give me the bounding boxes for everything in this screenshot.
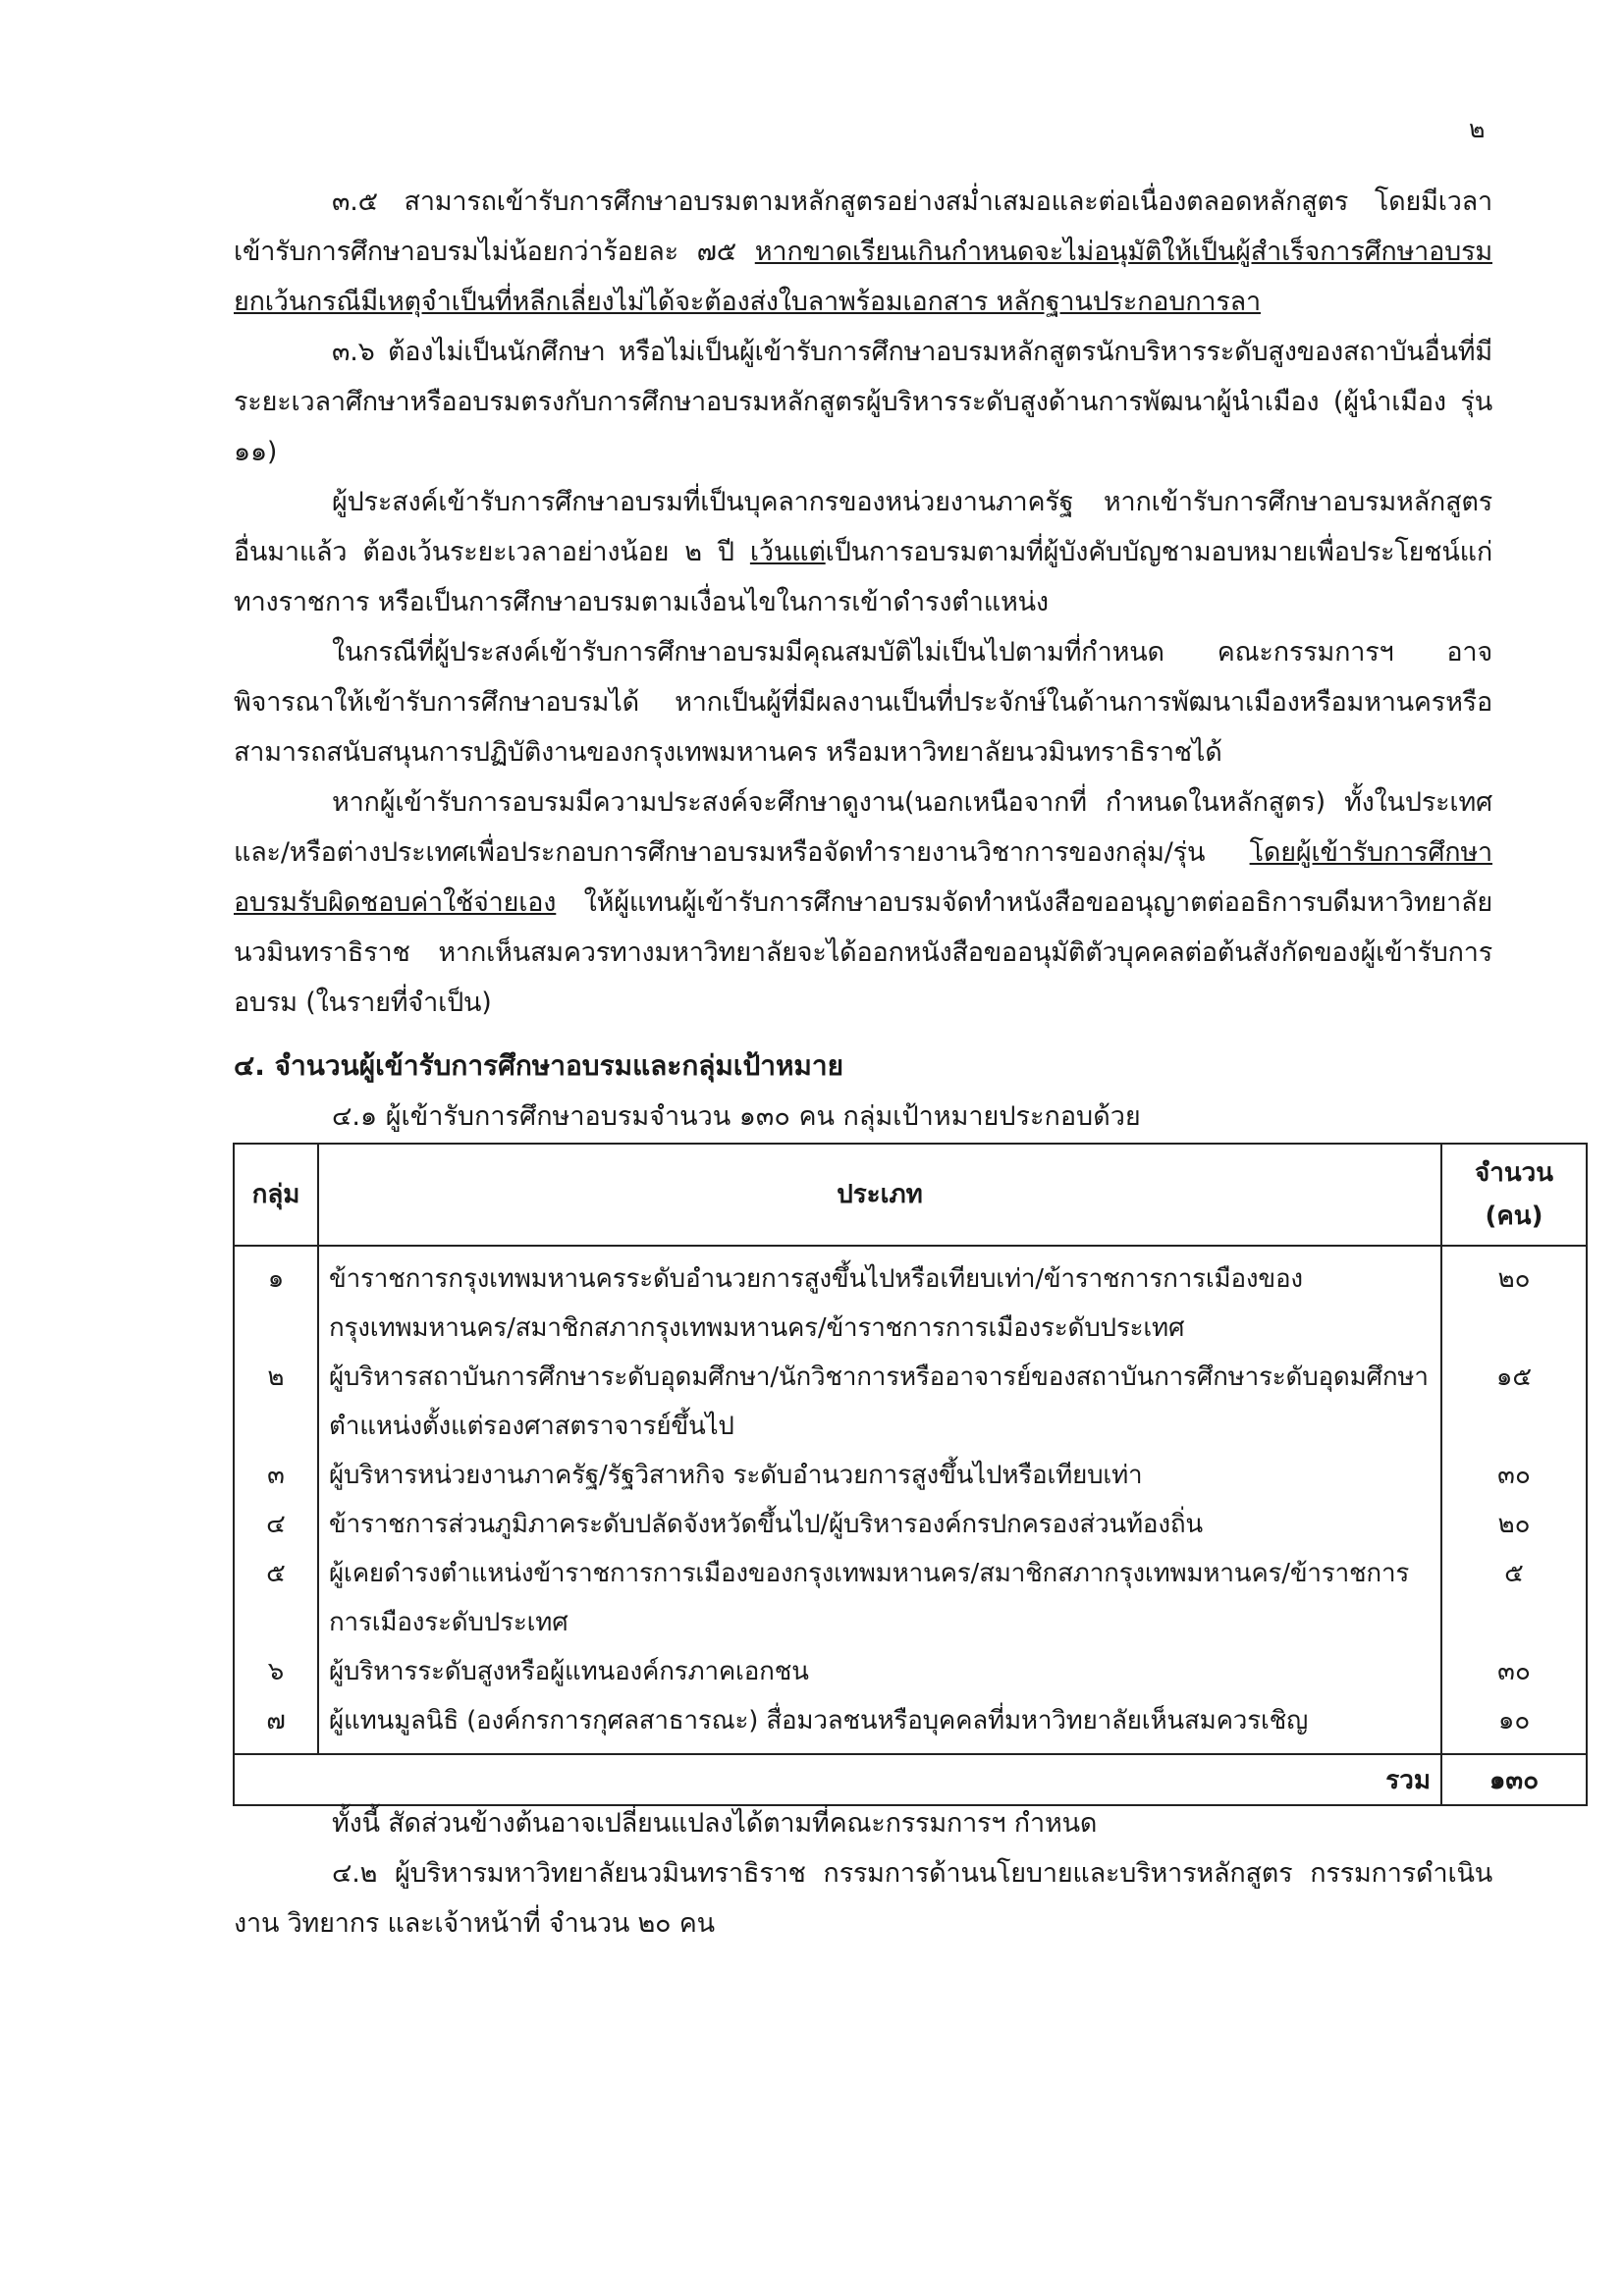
header-type: ประเภท — [318, 1144, 1441, 1246]
row-group-number: ๑ — [234, 1246, 318, 1353]
paragraph-qualification-exception: ในกรณีที่ผู้ประสงค์เข้ารับการศึกษาอบรมมีคุณสมบัติไม่เป็นไปตามที่กำหนด คณะกรรมการฯ อาจพิจารณาให้เข้ารับการศึกษาอบรมได้ หากเป็นผู้ที่มีผลงานเป็นที่ประจักษ์ในด้านการพัฒนาเมืองหรือมหานครหรือสามารถสนับสนุนการปฏิบัติงานของกรุงเทพมหานคร หรือมหาวิทยาลัยนวมินทราธิราชได้ — [234, 637, 1492, 768]
underlined-attendance-condition: หากขาดเรียนเกินกำหนดจะไม่อนุมัติให้เป็นผู้สำเร็จการศึกษาอบรม ยกเว้นกรณีมีเหตุจำเป็นที่หลีกเลี่ยงไม่ได้จะต้องส่งใบลาพร้อมเอกสาร หลักฐานประกอบการลา — [234, 237, 1492, 317]
paragraph-3-6: ๓.๖ ต้องไม่เป็นนักศึกษา หรือไม่เป็นผู้เข้ารับการศึกษาอบรมหลักสูตรนักบริหารระดับสูงของสถาบันอื่นที่มีระยะเวลาศึกษาหรืออบรมตรงกับการศึกษาอบรมหลักสูตรผู้บริหารระดับสูงด้านการพัฒนาผู้นำเมือง (ผู้นำเมือง รุ่น ๑๑) — [234, 337, 1492, 467]
underlined-self-funded: โดยผู้เข้ารับการศึกษาอบรมรับผิดชอบค่าใช้จ่ายเอง — [234, 837, 1492, 918]
row-count: ๑๐ — [1441, 1696, 1587, 1754]
row-count: ๕ — [1441, 1549, 1587, 1647]
paragraph-3-5: ๓.๕ สามารถเข้ารับการศึกษาอบรมตามหลักสูตรอย่างสม่ำเสมอและต่อเนื่องตลอดหลักสูตร โดยมีเวลาเข้ารับการศึกษาอบรมไม่น้อยกว่าร้อยละ ๗๕ หากขาดเรียนเกินกำหนดจะไม่อนุมัติให้เป็นผู้สำเร็จการศึกษาอบรม ยกเว้นกรณีมีเหตุจำเป็นที่หลีกเลี่ยงไม่ได้จะต้องส่งใบลาพร้อมเอกสาร หลักฐานประกอบการลา — [234, 187, 1492, 317]
subsection-4-1: ๔.๑ ผู้เข้ารับการศึกษาอบรมจำนวน ๑๓๐ คน กลุ่มเป้าหมายประกอบด้วย — [332, 1101, 1141, 1132]
row-group-number: ๓ — [234, 1451, 318, 1500]
row-count: ๒๐ — [1441, 1246, 1587, 1353]
ratio-note: ทั้งนี้ สัดส่วนข้างต้นอาจเปลี่ยนแปลงได้ตามที่คณะกรรมการฯ กำหนด — [332, 1808, 1098, 1839]
row-count: ๒๐ — [1441, 1500, 1587, 1549]
row-count: ๑๕ — [1441, 1353, 1587, 1451]
table-row — [234, 1353, 1587, 1451]
row-type: ข้าราชการส่วนภูมิภาคระดับปลัดจังหวัดขึ้นไป/ผู้บริหารองค์กรปกครองส่วนท้องถิ่น — [318, 1500, 1441, 1549]
row-type: ผู้บริหารระดับสูงหรือผู้แทนองค์กรภาคเอกชน — [318, 1647, 1441, 1696]
table-row — [234, 1647, 1587, 1696]
table-row — [234, 1246, 1587, 1353]
header-count: จำนวน (คน) — [1441, 1144, 1587, 1246]
row-type: ผู้แทนมูลนิธิ (องค์กรการกุศลสาธารณะ) สื่อมวลชนหรือบุคคลที่มหาวิทยาลัยเห็นสมควรเชิญ — [318, 1696, 1441, 1754]
table-row — [234, 1549, 1587, 1647]
underlined-except: เว้นแต่ — [749, 537, 826, 567]
table-row — [234, 1500, 1587, 1549]
table-header-row — [234, 1144, 1587, 1246]
paragraph-government-personnel: ผู้ประสงค์เข้ารับการศึกษาอบรมที่เป็นบุคลากรของหน่วยงานภาครัฐ หากเข้ารับการศึกษาอบรมหลักสูตรอื่นมาแล้ว ต้องเว้นระยะเวลาอย่างน้อย ๒ ปี เว้นแต่เป็นการอบรมตามที่ผู้บังคับบัญชามอบหมายเพื่อประโยชน์แก่ทางราชการ หรือเป็นการศึกษาอบรมตามเงื่อนไขในการเข้าดำรงตำแหน่ง — [234, 487, 1492, 617]
row-type: ผู้บริหารสถาบันการศึกษาระดับอุดมศึกษา/นักวิชาการหรืออาจารย์ของสถาบันการศึกษาระดับอุดมศึกษาตำแหน่งตั้งแต่รองศาสตราจารย์ขึ้นไป — [318, 1353, 1441, 1451]
page-number: ๒ — [1469, 115, 1486, 143]
row-group-number: ๗ — [234, 1696, 318, 1754]
total-value: ๑๓๐ — [1441, 1754, 1587, 1805]
row-type: ผู้บริหารหน่วยงานภาครัฐ/รัฐวิสาหกิจ ระดับอำนวยการสูงขึ้นไปหรือเทียบเท่า — [318, 1451, 1441, 1500]
table-row — [234, 1696, 1587, 1754]
row-type: ผู้เคยดำรงตำแหน่งข้าราชการการเมืองของกรุงเทพมหานคร/สมาชิกสภากรุงเทพมหานคร/ข้าราชการการเมืองระดับประเทศ — [318, 1549, 1441, 1647]
section-4-heading: ๔. จำนวนผู้เข้ารับการศึกษาอบรมและกลุ่มเป้าหมาย — [234, 1049, 843, 1082]
row-group-number: ๒ — [234, 1353, 318, 1451]
row-count: ๓๐ — [1441, 1451, 1587, 1500]
subsection-4-2: ๔.๒ ผู้บริหารมหาวิทยาลัยนวมินทราธิราช กรรมการด้านนโยบายและบริหารหลักสูตร กรรมการดำเนินงาน วิทยากร และเจ้าหน้าที่ จำนวน ๒๐ คน — [234, 1858, 1492, 1939]
row-type: ข้าราชการกรุงเทพมหานครระดับอำนวยการสูงขึ้นไปหรือเทียบเท่า/ข้าราชการการเมืองของกรุงเทพมหานคร/สมาชิกสภากรุงเทพมหานคร/ข้าราชการการเมืองระดับประเทศ — [318, 1246, 1441, 1353]
row-count: ๓๐ — [1441, 1647, 1587, 1696]
row-group-number: ๖ — [234, 1647, 318, 1696]
target-group-table — [233, 1143, 1588, 1806]
row-group-number: ๔ — [234, 1500, 318, 1549]
total-label: รวม — [234, 1754, 1441, 1805]
table-row — [234, 1451, 1587, 1500]
row-group-number: ๕ — [234, 1549, 318, 1647]
header-group: กลุ่ม — [234, 1144, 318, 1246]
paragraph-study-visit: หากผู้เข้ารับการอบรมมีความประสงค์จะศึกษาดูงาน(นอกเหนือจากที่ กำหนดในหลักสูตร) ทั้งในประเทศและ/หรือต่างประเทศเพื่อประกอบการศึกษาอบรมหรือจัดทำรายงานวิชาการของกลุ่ม/รุ่น โดยผู้เข้ารับการศึกษาอบรมรับผิดชอบค่าใช้จ่ายเอง ให้ผู้แทนผู้เข้ารับการศึกษาอบรมจัดทำหนังสือขออนุญาตต่ออธิการบดีมหาวิทยาลัยนวมินทราธิราช หากเห็นสมควรทางมหาวิทยาลัยจะได้ออกหนังสือขออนุมัติตัวบุคคลต่อต้นสังกัดของผู้เข้ารับการอบรม (ในรายที่จำเป็น) — [234, 787, 1492, 1018]
